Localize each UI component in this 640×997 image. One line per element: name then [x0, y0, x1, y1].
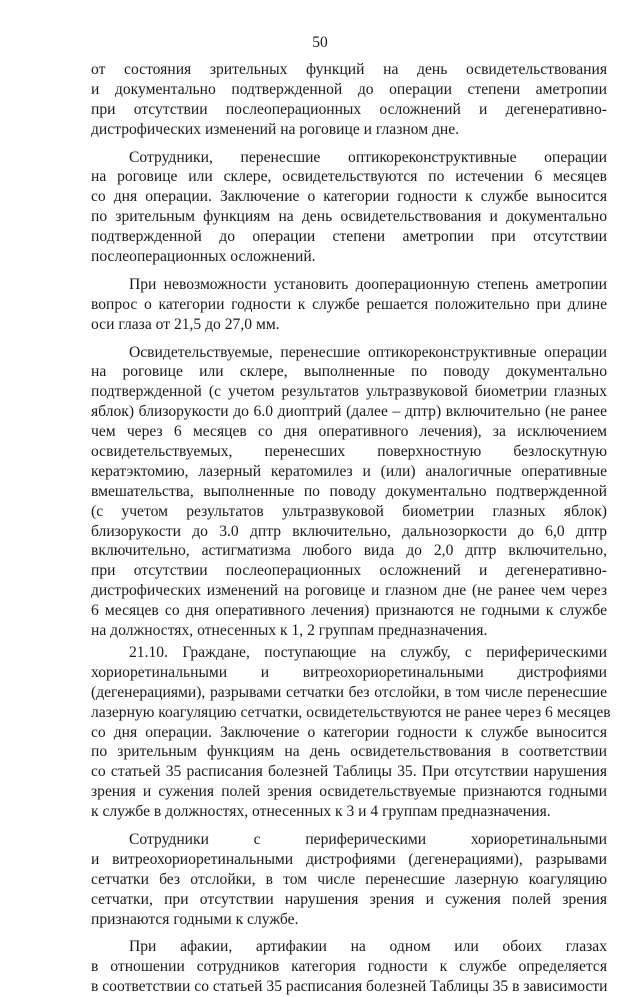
text-line: от состояния зрительных функций на день освидетельствования [91, 61, 607, 78]
paragraph [91, 937, 607, 997]
text-line: яблок) близорукости до 6.0 диоптрий (далее – дптр) включительно (не ранее [91, 403, 607, 421]
text-line: При афакии, артифакии на одном или обоих глазах [129, 938, 607, 956]
text-line: дистрофических изменений на роговице и глазном дне (не ранее чем через [91, 582, 607, 600]
text-line: по зрительным функциям на день освидетельствования в соответствии [91, 743, 607, 761]
text-line: по зрительным функциям на день освидетельствования и документально [91, 208, 607, 226]
text-line: вопрос о категории годности к службе решается положительно при длине [91, 295, 607, 313]
paragraph [91, 343, 607, 641]
text-line: близорукости до 3.0 дптр включительно, дальнозоркости до 6,0 дптр [91, 522, 607, 540]
page-number: 50 [312, 34, 328, 51]
text-line: подтвержденной до операции степени аметропии при отсутствии [91, 228, 607, 246]
text-line: При невозможности установить дооперационную степень аметропии [129, 275, 607, 293]
text-line: признаются годными к службе. [91, 910, 299, 928]
text-line: сетчатки, при отсутствии нарушения зрения и сужения полей зрения [91, 890, 607, 908]
text-line: хориоретинальными и витреохориоретинальными дистрофиями [91, 663, 607, 681]
text-line: и витреохориоретинальными дистрофиями (дегенерациями), разрывами [91, 850, 607, 868]
text-line: сетчатки без отслойки, в том числе перенесшие лазерную коагуляцию [91, 870, 607, 888]
text-line: (дегенерациями), разрывами сетчатки без отслойки, в том числе перенесшие [91, 683, 607, 701]
text-line: послеоперационных осложнений. [91, 248, 316, 266]
text-line: в отношении сотрудников категория годности к службе определяется [91, 958, 607, 976]
text-line: Освидетельствуемые, перенесшие оптикореконструктивные операции [129, 343, 607, 361]
text-line: со дня операции. Заключение о категории годности к службе выносится [91, 723, 607, 741]
text-line: со статьей 35 расписания болезней Таблицы 35. При отсутствии нарушения [91, 763, 607, 781]
document-body [91, 60, 611, 997]
text-line: Сотрудники с периферическими хориоретинальными [129, 830, 607, 848]
text-line: 21.10. Граждане, поступающие на службу, с периферическими [129, 643, 607, 661]
paragraph [91, 60, 607, 140]
text-line: (с учетом результатов ультразвуковой биометрии глазных яблок) [91, 502, 607, 520]
text-line: чем через 6 месяцев со дня оперативного лечения), за исключением [91, 423, 607, 441]
paragraph [91, 643, 611, 822]
text-line: и документально подтвержденной до операции степени аметропии [91, 80, 607, 98]
text-line: подтвержденной (с учетом результатов ультразвуковой биометрии глазных [91, 383, 607, 401]
text-line: оси глаза от 21,5 до 27,0 мм. [91, 315, 280, 333]
text-line: 6 месяцев со дня оперативного лечения) признаются не годными к службе [91, 602, 607, 620]
text-line: на роговице или склере, освидетельствуются по истечении 6 месяцев [91, 168, 607, 186]
text-line: освидетельствуемых, перенесших поверхностную безлоскутную [91, 443, 607, 461]
text-line: зрения и сужения полей зрения освидетельствуемые признаются годными [91, 783, 607, 801]
text-line: при отсутствии послеоперационных осложнений и дегенеративно- [91, 562, 607, 580]
text-line: кератэктомию, лазерный кератомилез и (или) аналогичные оперативные [91, 462, 607, 480]
text-line: включительно, астигматизма любого вида до 2,0 дптр включительно, [91, 542, 607, 560]
text-line: на должностях, отнесенных к 1, 2 группам предназначения. [91, 622, 488, 640]
text-line: Сотрудники, перенесшие оптикореконструктивные операции [129, 148, 607, 166]
text-line: вмешательства, выполненные по поводу документально подтвержденной [91, 482, 607, 500]
text-line: со дня операции. Заключение о категории годности к службе выносится [91, 188, 607, 206]
paragraph [91, 275, 607, 335]
text-line: дистрофических изменений на роговице и глазном дне. [91, 120, 460, 138]
text-line: при отсутствии послеоперационных осложнений и дегенеративно- [91, 100, 607, 118]
paragraph [91, 148, 607, 267]
text-line: на роговице или склере, выполненные по поводу документально [91, 363, 607, 381]
text-line: к службе в должностях, отнесенных к 3 и 4 группам предназначения. [91, 803, 551, 821]
paragraph [91, 830, 607, 929]
text-line: в соответствии со статьей 35 расписания болезней Таблицы 35 в зависимости [91, 978, 608, 996]
text-line: лазерную коагуляцию сетчатки, освидетельствуются не ранее через 6 месяцев [91, 703, 611, 721]
